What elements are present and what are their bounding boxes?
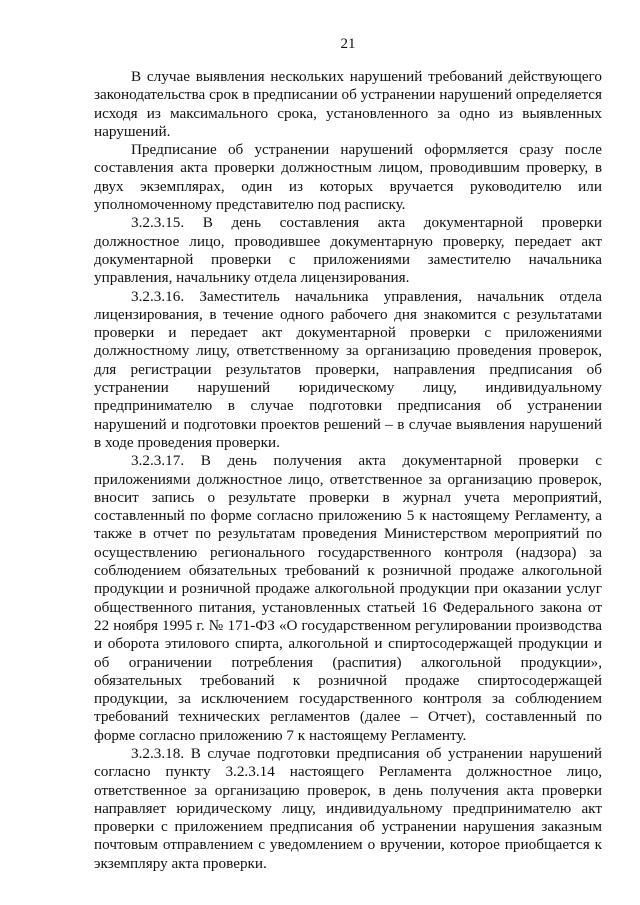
paragraph-3-2-3-15: 3.2.3.15. В день составления акта документарной проверки должностное лицо, проводившее документарную проверку, передает акт документарной проверки с приложениями заместителю начальника управления, начальнику отдела лицензирования. xyxy=(94,214,602,287)
page-number: 21 xyxy=(340,36,356,52)
paragraph-order-issuance: Предписание об устранении нарушений оформляется сразу после составления акта проверки должностным лицом, проводившим проверку, в двух экземплярах, один из которых вручается руководителю или уполномоченному представителю под расписку. xyxy=(94,141,602,214)
document-body xyxy=(94,68,602,873)
paragraph-3-2-3-17: 3.2.3.17. В день получения акта документарной проверки с приложениями должностное лицо, ответственное за организацию проверок, вносит запись о результате проверки в журнал учета мероприятий, составленный по форме согласно приложению 5 к настоящему Регламенту, а также в отчет по результатам проведения Министерством мероприятий по осуществлению регионального государственного контроля (надзора) за соблюдением обязательных требований к розничной продаже алкогольной продукции и розничной продаже алкогольной продукции при оказании услуг общественного питания, установленных статьей 16 Федерального закона от 22 ноября 1995 г. № 171-ФЗ «О государственном регулировании производства и оборота этилового спирта, алкогольной и спиртосодержащей продукции и об ограничении потребления (распития) алкогольной продукции», обязательных требований к розничной продаже спиртосодержащей продукции, за исключением государственного контроля за соблюдением требований технических регламентов (далее – Отчет), составленный по форме согласно приложению 7 к настоящему Регламенту. xyxy=(94,452,602,744)
paragraph-multiple-violations: В случае выявления нескольких нарушений требований действующего законодательства срок в предписании об устранении нарушений определяется исходя из максимального срока, установленного за одно из выявленных нарушений. xyxy=(94,68,602,140)
paragraph-3-2-3-18: 3.2.3.18. В случае подготовки предписания об устранении нарушений согласно пункту 3.2.3.14 настоящего Регламента должностное лицо, ответственное за организацию проверок, в день получения акта проверки направляет юридическому лицу, индивидуальному предпринимателю акт проверки с приложением предписания об устранении нарушения заказным почтовым отправлением с уведомлением о вручении, которое приобщается к экземпляру акта проверки. xyxy=(94,744,602,872)
paragraph-3-2-3-16: 3.2.3.16. Заместитель начальника управления, начальник отдела лицензирования, в течение одного рабочего дня знакомится с результатами проверки и передает акт документарной проверки с приложениями должностному лицу, ответственному за организацию проведения проверок, для регистрации результатов проверки, направления предписания об устранении нарушений юридическому лицу, индивидуальному предпринимателю в случае подготовки предписания об устранении нарушений и подготовки проектов решений – в случае выявления нарушений в ходе проведения проверки. xyxy=(94,287,602,451)
